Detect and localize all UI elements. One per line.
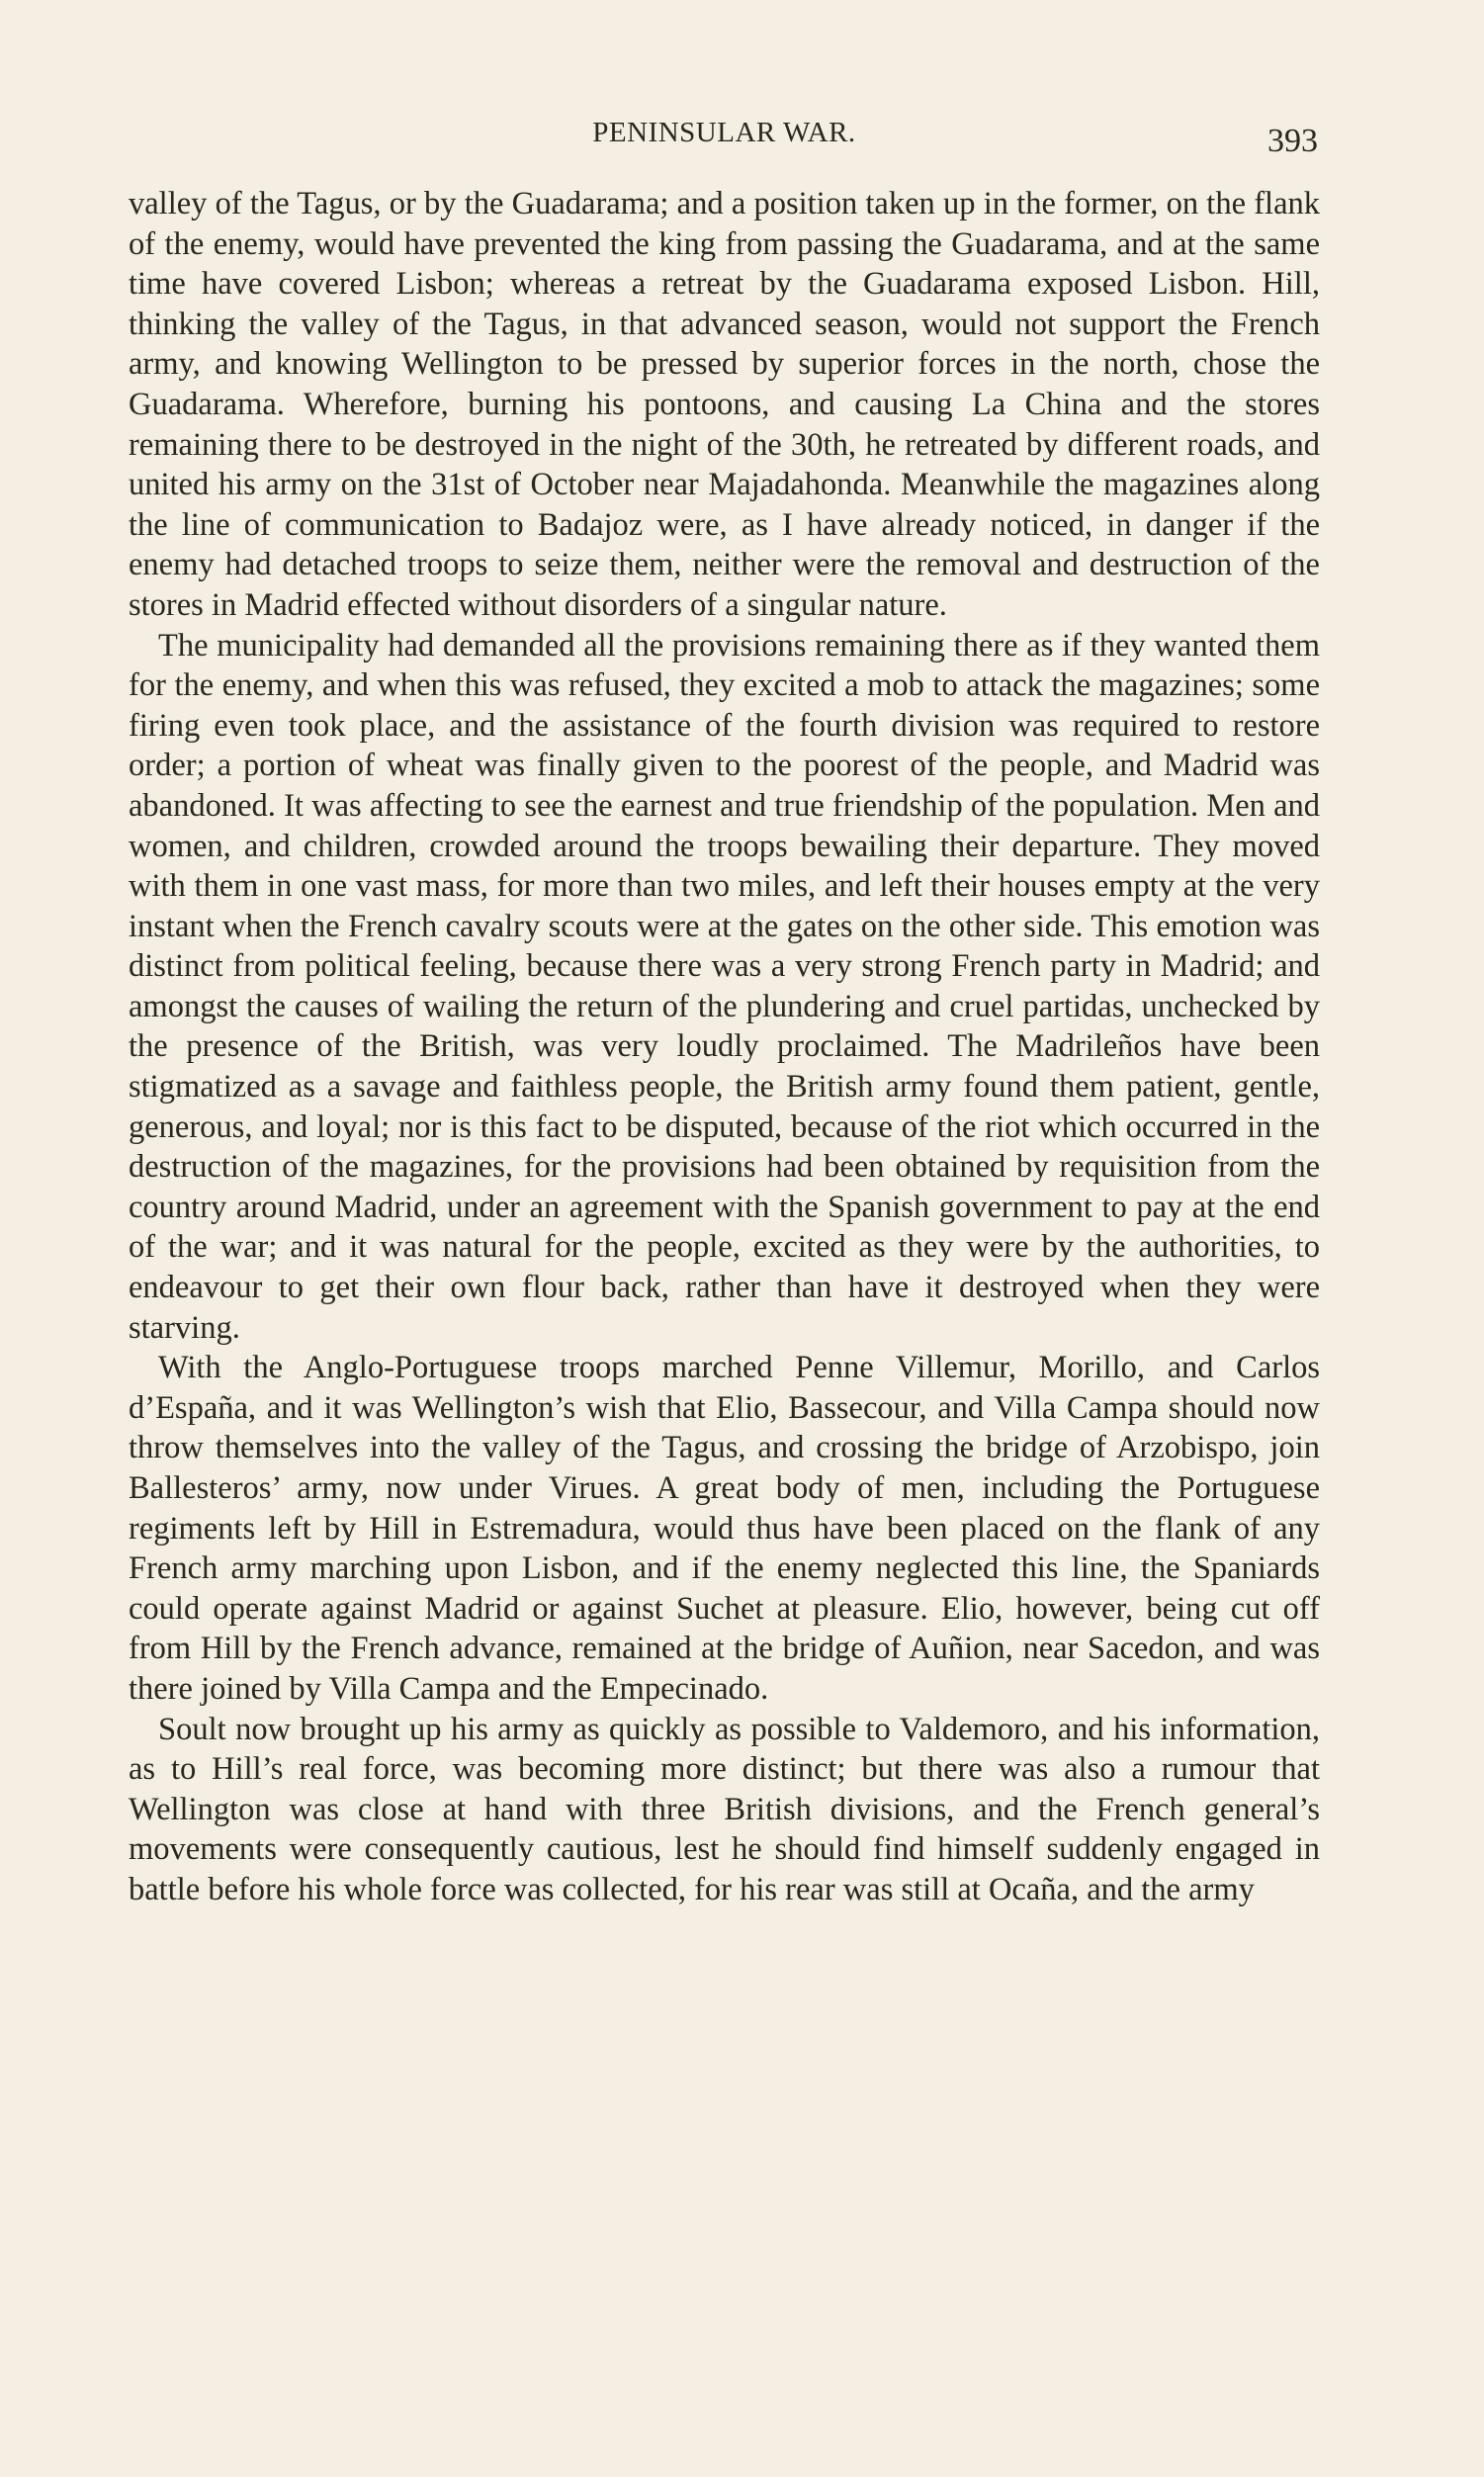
running-head: PENINSULAR WAR. [592, 117, 856, 148]
paragraph: The municipality had demanded all the provisions remaining there as if they wanted them for the enemy, and when this was refused, they excited a mob to attack the magazines; some firing even took place, and the assistance of the fourth division was required to restore order; a portion of wheat was finally given to the poorest of the people, and Madrid was abandoned. It was affecting to see the earnest and true friendship of the population. Men and women, and children, crowded around the troops bewailing their departure. They moved with them in one vast mass, for more than two miles, and left their houses empty at the very instant when the French cavalry scouts were at the gates on the other side. This emotion was distinct from political feeling, because there was a very strong French party in Madrid; and amongst the causes of wailing the return of the plundering and cruel partidas, unchecked by the presence of the British, was very loudly proclaimed. The Madrileños have been stigmatized as a savage and faithless people, the British army found them patient, gentle, generous, and loyal; nor is this fact to be disputed, because of the riot which occurred in the destruction of the magazines, for the provisions had been obtained by requisition from the country around Madrid, under an agreement with the Spanish government to pay at the end of the war; and it was natural for the people, excited as they were by the authorities, to endeavour to get their own flour back, rather than have it destroyed when they were starving. [129, 627, 1320, 1346]
paragraph: valley of the Tagus, or by the Guadarama; and a position taken up in the former, on the flank of the enemy, would have prevented the king from passing the Guadarama, and at the same time have covered Lisbon; whereas a retreat by the Guadarama exposed Lisbon. Hill, thinking the valley of the Tagus, in that advanced season, would not support the French army, and knowing Wellington to be pressed by superior forces in the north, chose the Guadarama. Wherefore, burning his pontoons, and causing La China and the stores remaining there to be destroyed in the night of the 30th, he retreated by different roads, and united his army on the 31st of October near Majadahonda. Meanwhile the magazines along the line of communication to Badajoz were, as I have already noticed, in danger if the enemy had detached troops to seize them, neither were the removal and destruction of the stores in Madrid effected without disorders of a singular nature. [129, 186, 1320, 623]
paragraph: With the Anglo-Portuguese troops marched Penne Villemur, Morillo, and Carlos d’España, and it was Wellington’s wish that Elio, Bassecour, and Villa Campa should now throw themselves into the valley of the Tagus, and crossing the bridge of Arzobispo, join Ballesteros’ army, now under Virues. A great body of men, including the Portuguese regiments left by Hill in Estremadura, would thus have been placed on the flank of any French army marching upon Lisbon, and if the enemy neglected this line, the Spaniards could operate against Madrid or against Suchet at pleasure. Elio, however, being cut off from Hill by the French advance, remained at the bridge of Auñion, near Sacedon, and was there joined by Villa Campa and the Empecinado. [129, 1350, 1320, 1707]
paragraph: Soult now brought up his army as quickly as possible to Valdemoro, and his information, as to Hill’s real force, was becoming more distinct; but there was also a rumour that Wellington was close at hand with three British divisions, and the French general’s movements were consequently cautious, lest he should find himself suddenly engaged in battle before his whole force was collected, for his rear was still at Ocaña, and the army [129, 1711, 1320, 1907]
page-header [129, 117, 1320, 166]
body-text [129, 184, 1320, 2290]
page-number: 393 [1267, 123, 1318, 159]
